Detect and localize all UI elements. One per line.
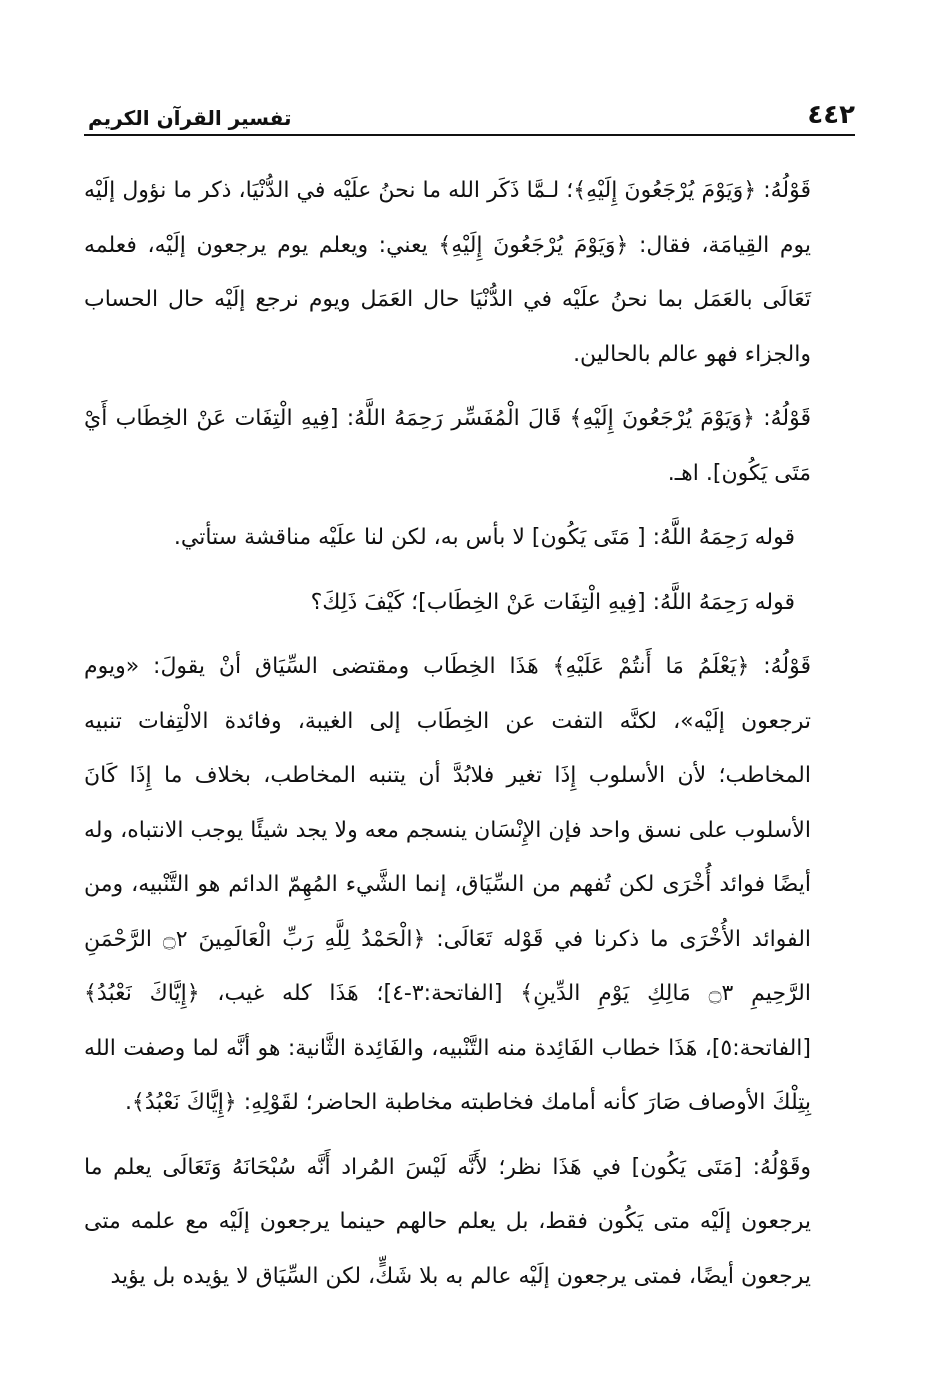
body-text [84,164,855,1314]
page-header [84,88,855,136]
page [84,88,855,1338]
paragraph-2: قَوْلُهُ: ﴿وَيَوْمَ يُرْجَعُونَ إِلَيْهِ﴾ قَالَ الْمُفَسِّر رَحِمَهُ اللَّهُ: [فِيهِ الْتِفَات عَنْ الخِطَاب أَيْ مَتَى يَكُون]. اهـ. [84,406,811,486]
paragraph-6: وقَوْلُهُ: [مَتَى يَكُون] في هَذَا نظر؛ لأَنَّه لَيْسَ المُراد أَنَّه سُبْحَانَهُ وَتَعَالَى يعلم ما يرجعون إلَيْه متى يَكُون فقط، بل يعلم حالهم حينما يرجعون إلَيْه مع علمه متى يرجعون أيضًا، فمتى يرجعون إلَيْه عالم به بلا شَكٍّ، لكن السِّيَاق لا يؤيده بل يؤيد [84,1154,811,1289]
paragraph-3: قوله رَحِمَهُ اللَّهُ: [ مَتَى يَكُون] لا بأس به، لكن لنا علَيْه مناقشة ستأتي. [173,525,795,550]
paragraph-4: قوله رَحِمَهُ اللَّهُ: [فِيهِ الْتِفَات عَنْ الخِطَاب]؛ كَيْفَ ذَلِكَ؟ [310,589,795,615]
paragraph-5: قَوْلُهُ: ﴿يَعْلَمُ مَا أَنتُمْ عَلَيْهِ﴾ هَذَا الخِطَاب ومقتضى السِّيَاق أنْ يقولَ: «ويوم ترجعون إلَيْه»، لكنَّه التفت عن الخِطَاب إلى الغيبة، وفائدة الالْتِفات تنبيه المخاطب؛ لأن الأسلوب إِذَا تغير فلابُدَّ أن يتنبه المخاطب، بخلاف ما إِذَا كَانَ الأسلوب على نسق واحد فإن الإِنْسَان ينسجم معه ولا يجد شيئًا يوجب الانتباه، وله أيضًا فوائد أُخْرَى لكن تُفهم من السِّيَاق، إنما الشَّيء المُهِمّ الدائم هو التَّنْبيه، ومن الفوائد الأُخْرَى ما ذكرنا في قَوْله تَعَالَى: ﴿الْحَمْدُ لِلَّهِ رَبِّ الْعَالَمِينَ ۝٢ الرَّحْمَنِ الرَّحِيمِ ۝٣ مَالِكِ يَوْمِ الدِّينِ﴾ [الفاتحة:٣-٤]؛ هَذَا كله غيب، ﴿إِيَّاكَ نَعْبُدُ﴾ [الفاتحة:٥]، هَذَا خطاب الفَائِدة منه التَّنْبيه، والفَائِدة الثَّانية: هو أنَّه لما وصفت الله بِتِلْكَ الأوصاف صَارَ كأنه أمامك فخاطبته مخاطبة الحاضر؛ لقَوْلِهِ: ﴿إِيَّاكَ نَعْبُدُ﴾. [84,654,812,1115]
paragraph-1: قَوْلُهُ: ﴿وَيَوْمَ يُرْجَعُونَ إِلَيْهِ﴾؛ لـمَّا ذَكَر الله ما نحنُ علَيْه في الدُّنْيَا، ذكر ما نؤول إلَيْه يوم القِيامَة، فقال: ﴿وَيَوْمَ يُرْجَعُونَ إِلَيْهِ﴾ يعني: ويعلم يوم يرجعون إلَيْه، فعلمه تَعَالَى بالعَمَل بما نحنُ علَيْه في الدُّنْيَا حال العَمَل ويوم نرجع إلَيْه حال الحساب والجزاء فهو عالم بالحالين. [84,178,811,367]
running-title: تفسير القرآن الكريم [88,106,292,130]
page-number: ٤٤٢ [807,100,855,130]
